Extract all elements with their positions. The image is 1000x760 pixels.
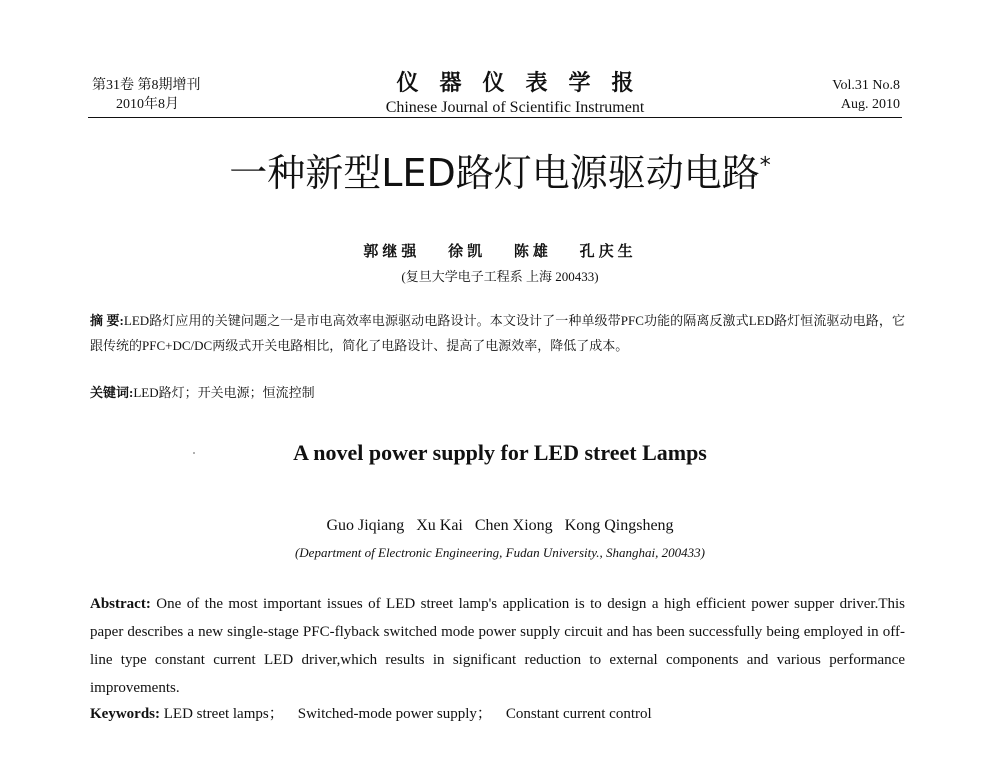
- abstract-en-label: Abstract:: [90, 596, 151, 612]
- date-en: Aug. 2010: [840, 97, 900, 112]
- header-left: [92, 76, 201, 114]
- author-cn: 徐凯: [448, 244, 487, 260]
- abstract-en: [90, 590, 905, 702]
- authors-cn: [0, 240, 1000, 261]
- author-en: Guo Jiqiang: [326, 517, 405, 534]
- header-right: [832, 76, 900, 114]
- affiliation-en: (Department of Electronic Engineering, Fudan University., Shanghai, 200433): [294, 545, 706, 560]
- author-en: Xu Kai: [416, 517, 463, 534]
- header-rule: [88, 117, 902, 118]
- author-en: Kong Qingsheng: [564, 517, 674, 534]
- keyword-en: LED street lamps；: [163, 706, 284, 722]
- date-cn: 2010年8月: [116, 97, 179, 112]
- title-footnote-mark: *: [759, 153, 771, 179]
- volume-issue-cn: 第31卷 第8期增刊: [92, 78, 201, 93]
- keyword-en: Constant current control: [505, 706, 652, 722]
- abstract-cn-label: 摘 要:: [90, 313, 124, 328]
- keywords-cn-label: 关键词:: [90, 385, 134, 400]
- title-cn-block: [0, 150, 1000, 196]
- abstract-cn-text: LED路灯应用的关键问题之一是市电高效率电源驱动电路设计。本文设计了一种单级带PFC功能的隔离反激式LED路灯恒流驱动电路，它跟传统的PFC+DC/DC两级式开关电路相比，简化了电路设计、提高了电源效率，降低了成本。: [90, 313, 905, 353]
- journal-name-cn: 仪器仪表学报: [396, 70, 655, 95]
- keywords-en-label: Keywords:: [90, 706, 160, 722]
- author-en: Chen Xiong: [474, 517, 553, 534]
- abstract-en-text: One of the most important issues of LED street lamp's application is to design a high efficient power supper driver.This paper describes a new single-stage PFC-flyback switched mode power supply circuit and has been successfully being employed in off-line type constant current LED driver,which results in significant reduction to external components and various performance improvements.: [90, 596, 905, 696]
- keywords-cn-text: LED路灯；开关电源；恒流控制: [133, 385, 315, 400]
- volume-en: Vol.31 No.8: [832, 78, 900, 93]
- abstract-cn: [90, 308, 905, 358]
- author-cn: 孔庆生: [579, 244, 637, 260]
- keyword-en: Switched-mode power supply；: [297, 706, 492, 722]
- journal-header: [360, 70, 670, 118]
- affiliation-cn: (复旦大学电子工程系 上海 200433): [401, 269, 599, 284]
- title-en: A novel power supply for LED street Lamps: [293, 440, 707, 465]
- keywords-cn: [90, 382, 315, 401]
- title-cn: 一种新型LED路灯电源驱动电路: [229, 151, 760, 195]
- journal-name-en: Chinese Journal of Scientific Instrument: [385, 99, 645, 116]
- author-cn: 郭继强: [363, 244, 421, 260]
- author-cn: 陈雄: [513, 244, 552, 260]
- authors-en: [0, 517, 1000, 535]
- keywords-en: [90, 700, 652, 728]
